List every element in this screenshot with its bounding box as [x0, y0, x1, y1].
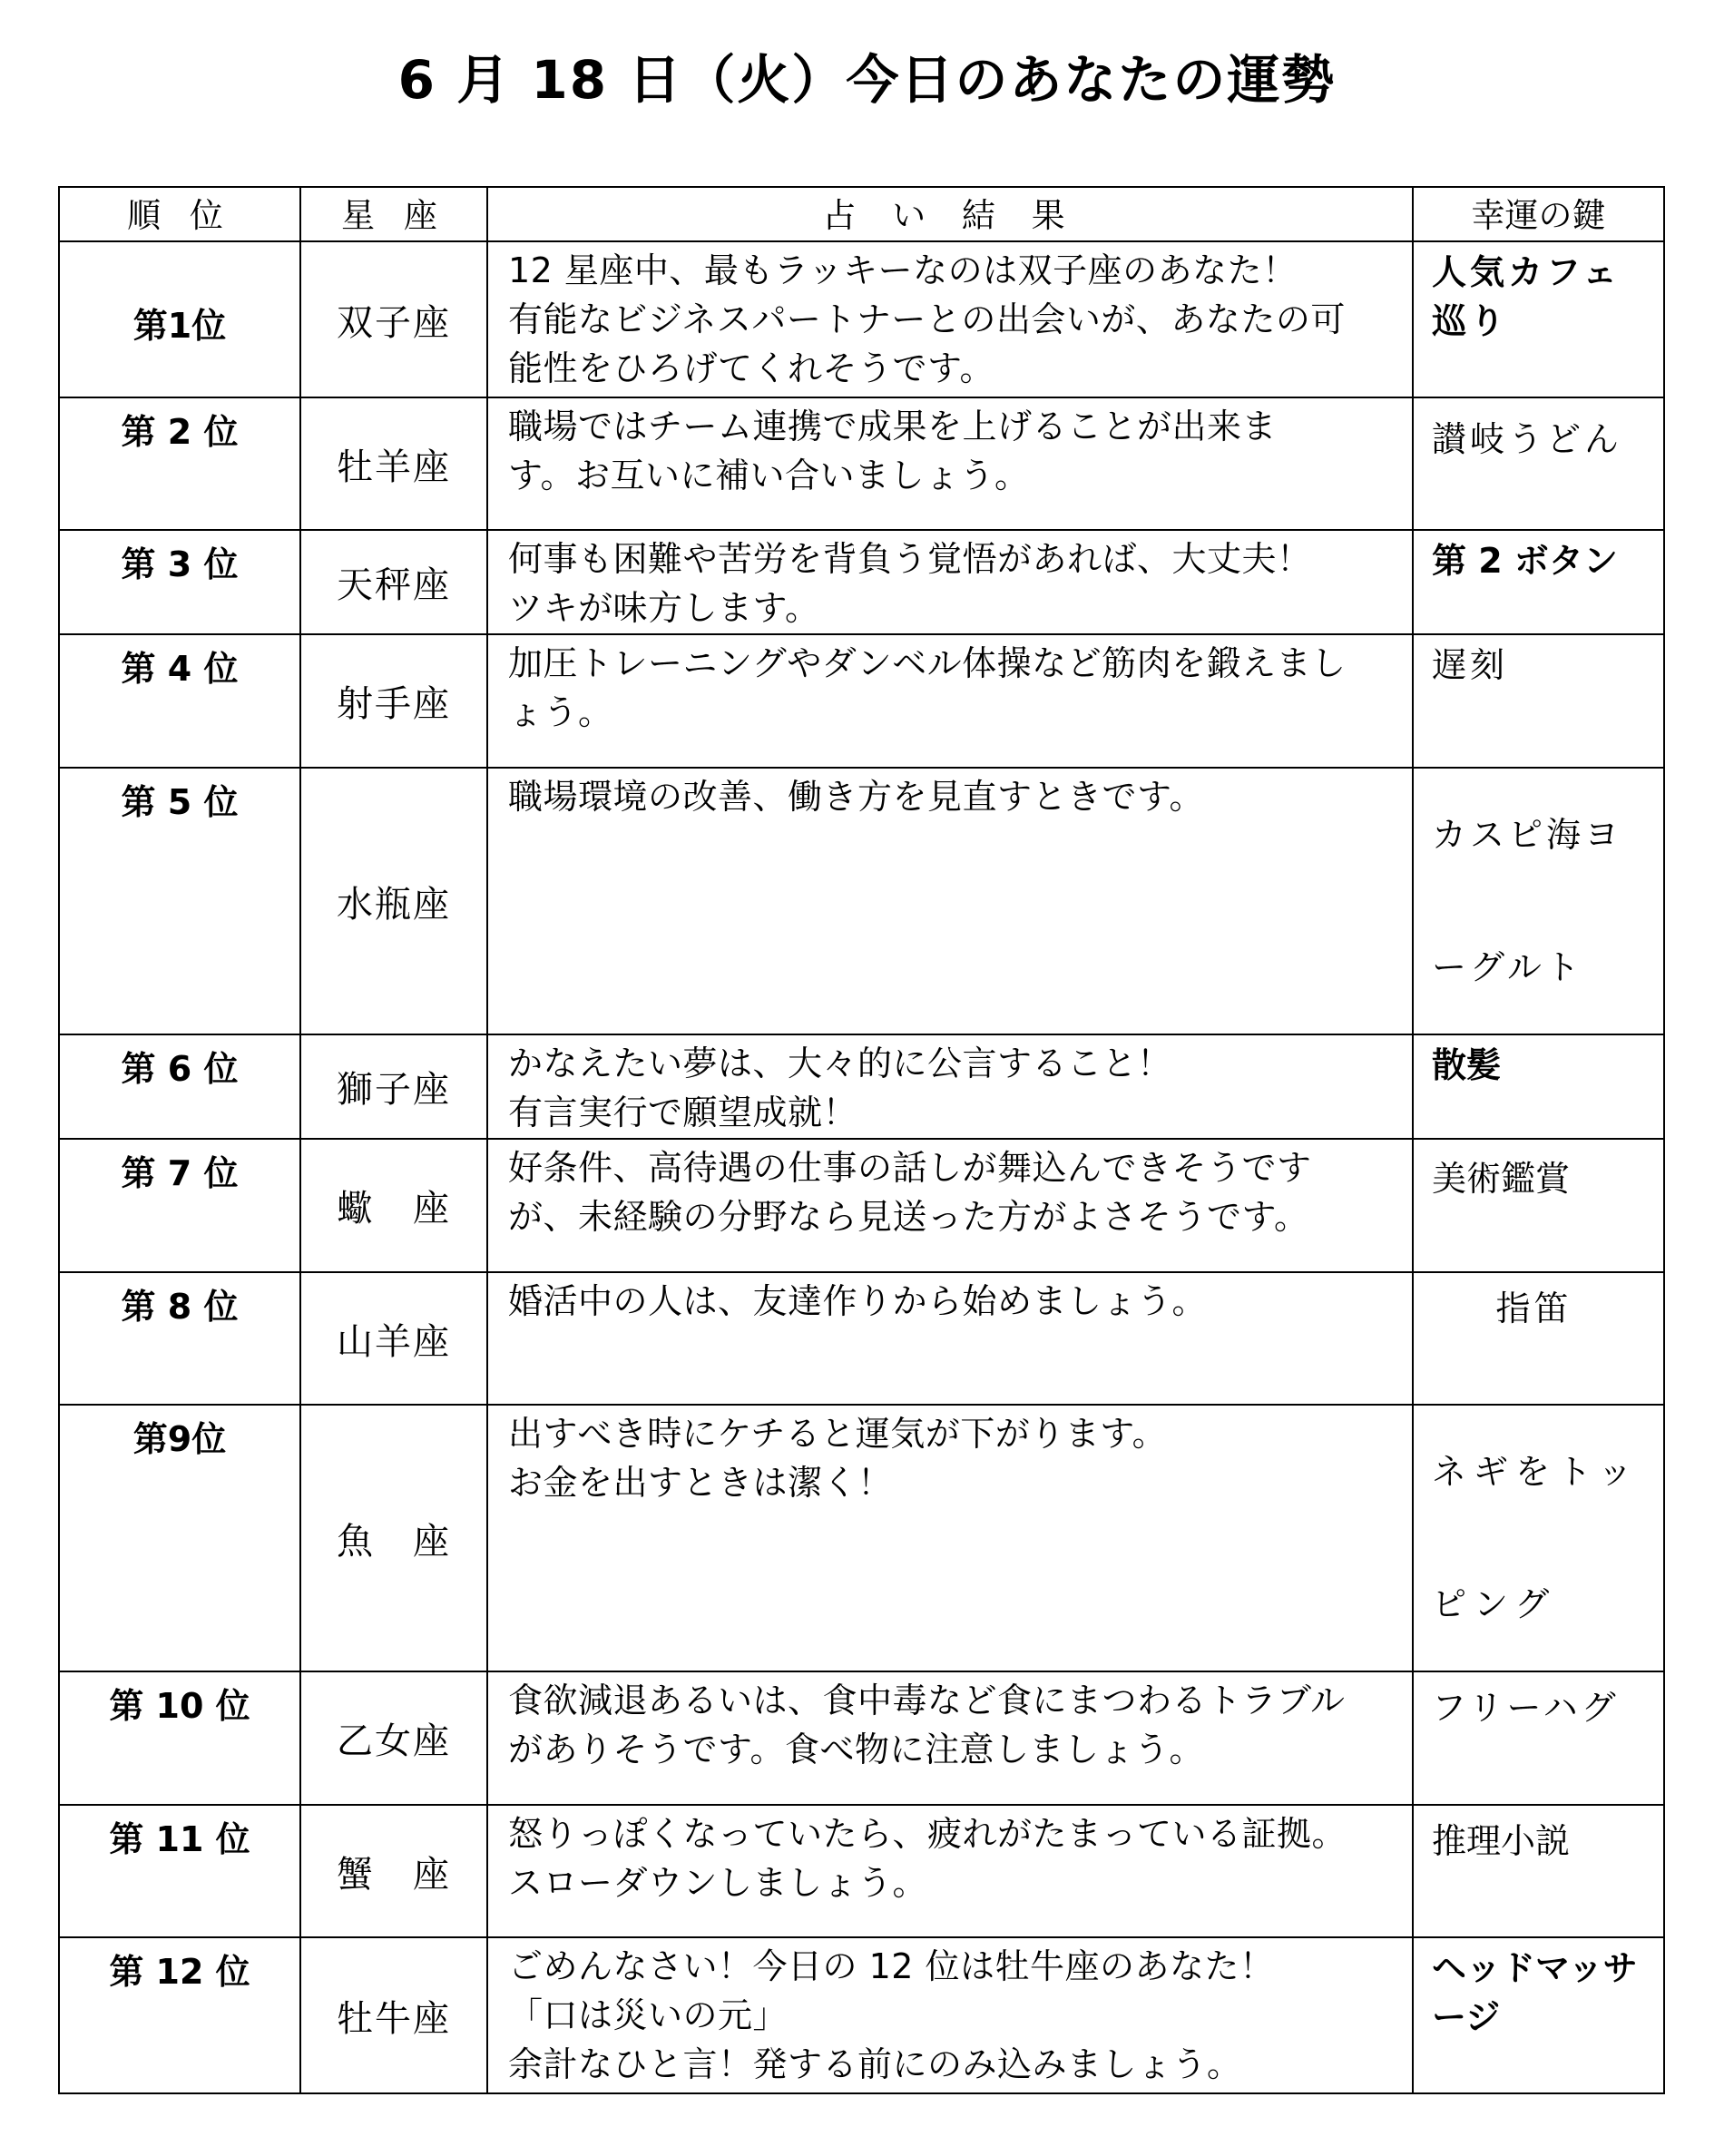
table-row	[59, 1937, 1664, 2093]
result-line: 12 星座中、最もラッキーなのは双子座のあなた！	[508, 250, 1298, 290]
sign-cell: 双子座	[300, 241, 487, 397]
result-line: す。お互いに補い合いましょう。	[508, 456, 1030, 495]
result-cell	[487, 1034, 1413, 1139]
sign-cell: 天秤座	[300, 530, 487, 634]
result-cell	[487, 1805, 1413, 1937]
result-cell	[487, 1671, 1413, 1805]
rank-cell: 第 12 位	[59, 1937, 300, 2093]
sign-cell: 乙女座	[300, 1671, 487, 1805]
result-line: 婚活中の人は、友達作りから始めましょう。	[508, 1281, 1208, 1321]
rank-cell: 第 6 位	[59, 1034, 300, 1139]
table-row	[59, 397, 1664, 530]
sign-cell: 獅子座	[300, 1034, 487, 1139]
header-sign: 星 座	[300, 187, 487, 241]
result-cell	[487, 1139, 1413, 1272]
result-line: 「口は災いの元」	[508, 1995, 789, 2035]
rank-cell: 第 5 位	[59, 768, 300, 1034]
result-cell	[487, 397, 1413, 530]
result-line: 有能なビジネスパートナーとの出会いが、あなたの可	[508, 299, 1346, 339]
table-row	[59, 1272, 1664, 1405]
result-line: 出すべき時にケチると運気が下がります。	[508, 1414, 1168, 1454]
result-line: がありそうです。食べ物に注意しましょう。	[508, 1730, 1204, 1769]
header-rank: 順 位	[59, 187, 300, 241]
table-row	[59, 1034, 1664, 1139]
table-row	[59, 530, 1664, 634]
sign-cell: 牡羊座	[300, 397, 487, 530]
result-cell	[487, 1272, 1413, 1405]
result-cell	[487, 634, 1413, 768]
rank-cell: 第9位	[59, 1405, 300, 1671]
table-row	[59, 634, 1664, 768]
table-row	[59, 1139, 1664, 1272]
rank-cell: 第 10 位	[59, 1671, 300, 1805]
result-line: 何事も困難や苦労を背負う覚悟があれば、大丈夫！	[508, 539, 1312, 579]
rank-cell: 第 8 位	[59, 1272, 300, 1405]
lucky-key-cell: 散髪	[1413, 1034, 1664, 1139]
result-line: ょう。	[508, 692, 613, 732]
table-row	[59, 1405, 1664, 1671]
sign-cell: 牡牛座	[300, 1937, 487, 2093]
sign-cell: 蠍 座	[300, 1139, 487, 1272]
lucky-key-cell: ヘッドマッサージ	[1413, 1937, 1664, 2093]
lucky-key-cell: 推理小説	[1413, 1805, 1664, 1937]
lucky-key-cell: 人気カフェ巡り	[1413, 241, 1664, 397]
lucky-key-cell: 讃岐うどん	[1413, 397, 1664, 530]
result-line: 能性をひろげてくれそうです。	[508, 348, 994, 388]
result-line: 職場環境の改善、働き方を見直すときです。	[508, 777, 1204, 817]
header-key: 幸運の鍵	[1413, 187, 1664, 241]
sign-cell: 山羊座	[300, 1272, 487, 1405]
header-result: 占 い 結 果	[487, 187, 1413, 241]
rank-cell: 第 3 位	[59, 530, 300, 634]
result-line: 食欲減退あるいは、食中毒など食にまつわるトラブル	[508, 1681, 1346, 1720]
lucky-key-cell: 指笛	[1413, 1272, 1664, 1405]
result-cell	[487, 1405, 1413, 1671]
rank-cell: 第 2 位	[59, 397, 300, 530]
rank-cell: 第 7 位	[59, 1139, 300, 1272]
result-line: 好条件、高待遇の仕事の話しが舞込んできそうです	[508, 1148, 1312, 1188]
result-line: 加圧トレーニングやダンベル体操など筋肉を鍛えまし	[508, 643, 1347, 683]
lucky-key-cell: 第 2 ボタン	[1413, 530, 1664, 634]
result-line: ツキが味方します。	[508, 588, 820, 628]
sign-cell: 魚 座	[300, 1405, 487, 1671]
result-line: スローダウンしましょう。	[508, 1863, 928, 1903]
rank-cell: 第 4 位	[59, 634, 300, 768]
result-cell	[487, 530, 1413, 634]
fortune-table	[58, 186, 1665, 2094]
result-cell	[487, 768, 1413, 1034]
result-cell	[487, 1937, 1413, 2093]
result-line: 有言実行で願望成就！	[508, 1093, 858, 1132]
table-row	[59, 768, 1664, 1034]
result-line: 怒りっぽくなっていたら、疲れがたまっている証拠。	[508, 1814, 1347, 1854]
result-line: 余計なひと言！発する前にのみ込みましょう。	[508, 2044, 1242, 2084]
result-cell	[487, 241, 1413, 397]
result-line: ごめんなさい！今日の 12 位は牡牛座のあなた！	[508, 1946, 1275, 1986]
sign-cell: 水瓶座	[300, 768, 487, 1034]
sign-cell: 蟹 座	[300, 1805, 487, 1937]
lucky-key-cell: 遅刻	[1413, 634, 1664, 768]
result-line: お金を出すときは潔く！	[508, 1463, 893, 1503]
result-line: 職場ではチーム連携で成果を上げることが出来ま	[508, 407, 1278, 446]
rank-cell: 第 11 位	[59, 1805, 300, 1937]
sign-cell: 射手座	[300, 634, 487, 768]
table-row	[59, 1671, 1664, 1805]
rank-cell: 第1位	[59, 241, 300, 397]
lucky-key-cell: ネギをトッピング	[1413, 1405, 1664, 1671]
page-title: 6 月 18 日（火）今日のあなたの運勢	[397, 49, 1337, 111]
table-row	[59, 1805, 1664, 1937]
lucky-key-cell: フリーハグ	[1413, 1671, 1664, 1805]
table-header-row	[59, 187, 1664, 241]
result-line: が、未経験の分野なら見送った方がよさそうです。	[508, 1197, 1309, 1237]
table-row	[59, 241, 1664, 397]
lucky-key-cell: 美術鑑賞	[1413, 1139, 1664, 1272]
result-line: かなえたい夢は、大々的に公言すること！	[508, 1044, 1172, 1083]
lucky-key-cell: カスピ海ヨーグルト	[1413, 768, 1664, 1034]
